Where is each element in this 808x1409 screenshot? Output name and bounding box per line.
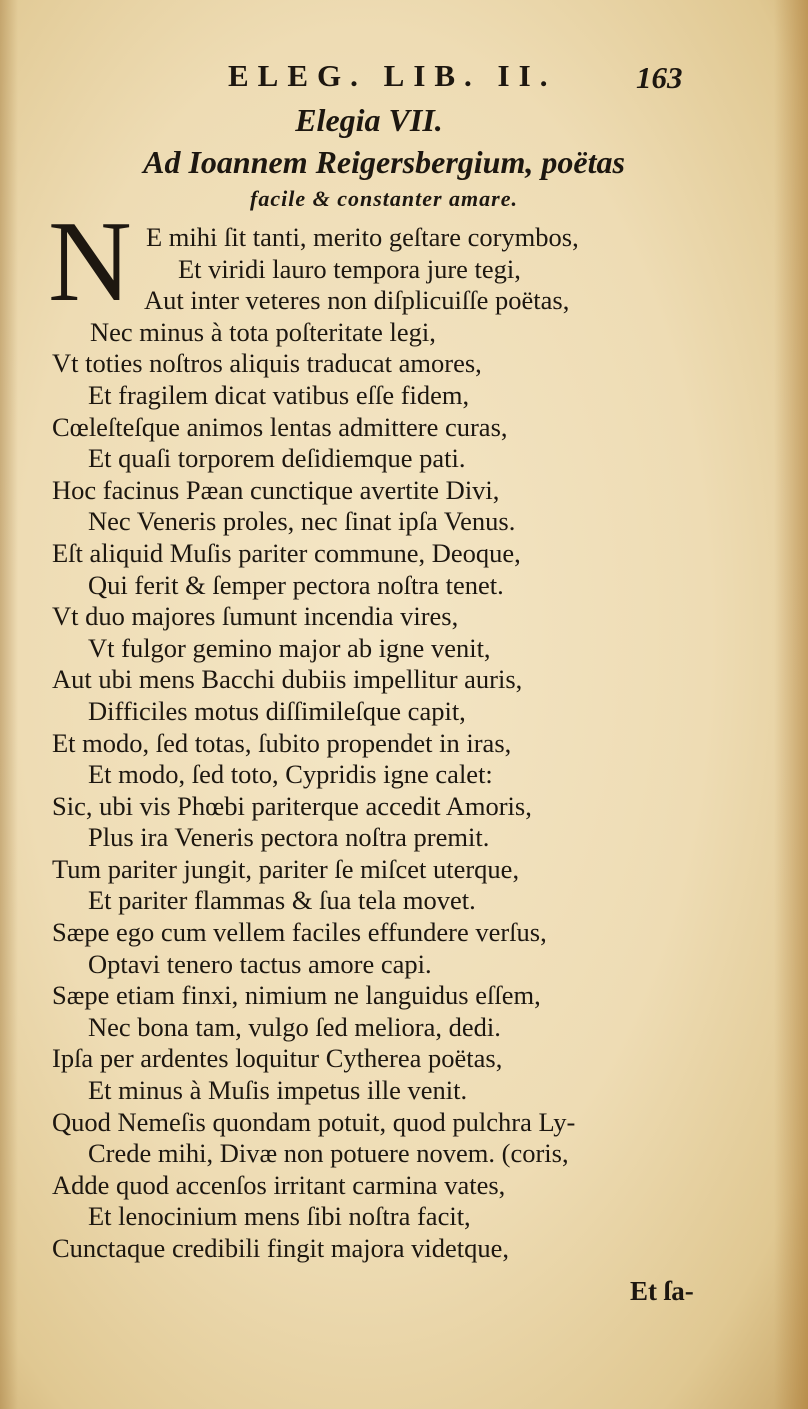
poem-line: Difficiles motus diſſimileſque capit, <box>88 695 466 726</box>
poem-line: Crede mihi, Divæ non potuere novem. (coris, <box>88 1138 569 1169</box>
poem-line: Et minus à Muſis impetus ille venit. <box>88 1075 468 1106</box>
poem-line: Nec minus à tota poſteritate legi, <box>90 316 436 347</box>
poem-line: Et viridi lauro tempora jure tegi, <box>178 253 521 284</box>
poem-line: Vt toties noſtros aliquis traducat amores, <box>52 348 482 379</box>
poem-line: Tum pariter jungit, pariter ſe miſcet uterque, <box>52 853 520 884</box>
poem-line: Quod Nemeſis quondam potuit, quod pulchra Ly- <box>52 1106 576 1137</box>
poem-line: Vt fulgor gemino major ab igne venit, <box>88 632 491 663</box>
poem-line: Nec Veneris proles, nec ſinat ipſa Venus. <box>88 506 516 537</box>
poem-line: Plus ira Veneris pectora noſtra premit. <box>88 822 490 853</box>
poem-line: Et modo, ſed totas, ſubito propendet in iras, <box>52 727 512 758</box>
page-header <box>0 58 808 98</box>
running-head: ELEG. LIB. II. <box>228 58 557 93</box>
subtitle: facile & constanter amare. <box>250 186 518 211</box>
title-block <box>0 100 808 214</box>
poem-line: Eſt aliquid Muſis pariter commune, Deoque, <box>52 537 521 568</box>
dedication: Ad Ioannem Reigersbergium, poëtas <box>143 144 625 180</box>
poem-line: Cœleſteſque animos lentas admittere curas, <box>52 411 508 442</box>
poem-line: Sæpe ego cum vellem faciles effundere verſus, <box>52 917 547 948</box>
poem-line: Adde quod accenſos irritant carmina vates, <box>52 1169 506 1200</box>
poem-body <box>0 222 808 1265</box>
catchword: Et ſa- <box>630 1276 694 1306</box>
drop-cap: N <box>48 198 132 326</box>
poem-line: Et pariter flammas & ſua tela movet. <box>88 885 476 916</box>
poem-line: Ipſa per ardentes loquitur Cytherea poëtas, <box>52 1043 503 1074</box>
poem-line: Cunctaque credibili fingit majora videtque, <box>52 1233 509 1263</box>
poem-line: Sic, ubi vis Phœbi pariterque accedit Amoris, <box>52 790 532 821</box>
elegy-title: Elegia VII. <box>295 102 443 138</box>
poem-line: Et lenocinium mens ſibi noſtra facit, <box>88 1201 471 1232</box>
poem-line: Optavi tenero tactus amore capi. <box>88 948 432 979</box>
poem-line: E mihi ſit tanti, merito geſtare corymbos, <box>146 222 579 252</box>
poem-line: Aut inter veteres non diſplicuiſſe poëtas, <box>144 285 570 316</box>
poem-line: Nec bona tam, vulgo ſed meliora, dedi. <box>88 1011 501 1042</box>
poem-line: Et modo, ſed toto, Cypridis igne calet: <box>88 759 493 790</box>
poem-line: Hoc facinus Pæan cunctique avertite Divi, <box>52 474 500 505</box>
poem-line: Vt duo majores ſumunt incendia vires, <box>52 601 459 632</box>
poem-line: Aut ubi mens Bacchi dubiis impellitur auris, <box>52 664 523 695</box>
poem-line: Qui ferit & ſemper pectora noſtra tenet. <box>88 569 504 600</box>
poem-line: Sæpe etiam finxi, nimium ne languidus eſſem, <box>52 980 541 1011</box>
poem-line: Et fragilem dicat vatibus eſſe fidem, <box>88 379 470 410</box>
page-number: 163 <box>636 60 683 95</box>
poem-line: Et quaſi torporem deſidiemque pati. <box>88 443 466 474</box>
